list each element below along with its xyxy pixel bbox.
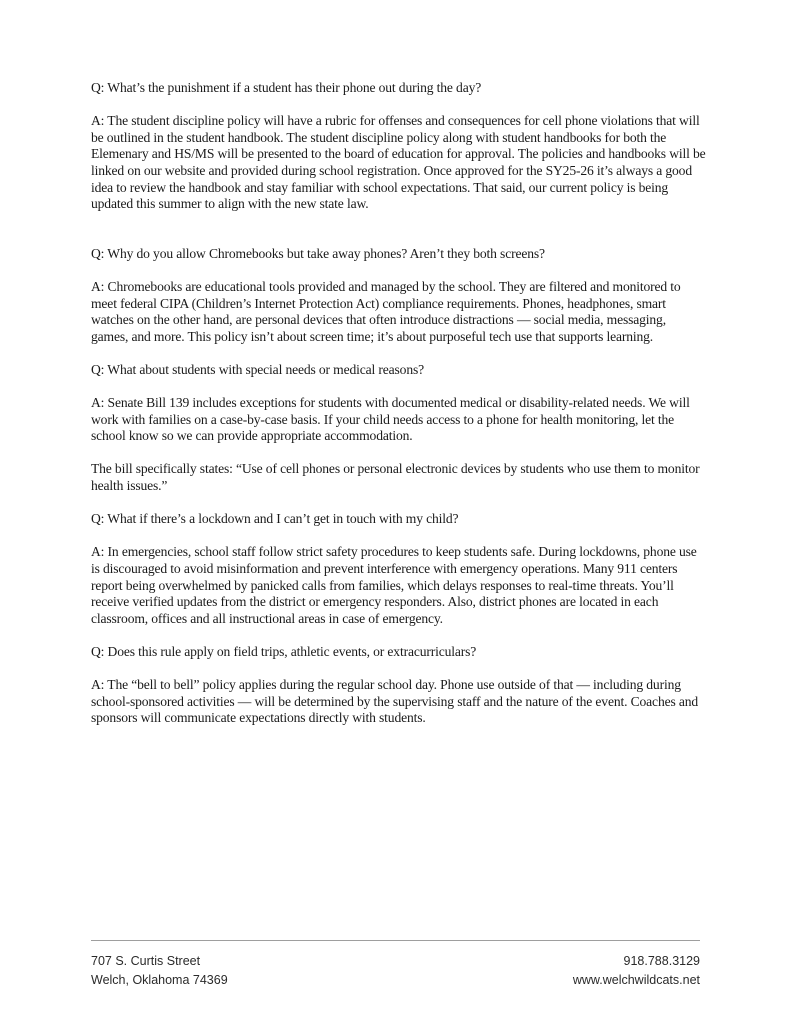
footer-address-line1: 707 S. Curtis Street bbox=[91, 954, 201, 968]
faq-answer-3: A: Senate Bill 139 includes exceptions for students with documented medical or disability-related needs. We will work with families on a case-by-case basis. If your child needs access to a phone for health monitoring, let the school know so we can provide appropriate accommodation. bbox=[91, 395, 690, 444]
faq-question-4: Q: What if there’s a lockdown and I can’t get in touch with my child? bbox=[91, 511, 459, 527]
faq-answer-1: A: The student discipline policy will have a rubric for offenses and consequences for cell phone violations that will be outlined in the student handbook. The student discipline policy along with student handbooks for both the Elemenary and HS/MS will be presented to the board of education for approval. The policies and handbooks will be linked on our website and provided during school registration. Once approved for the SY25-26 it’s always a good idea to review the handbook and stay familiar with school expectations. That said, our current policy is being updated this summer to align with the new state law. bbox=[91, 113, 706, 212]
faq-answer-2: A: Chromebooks are educational tools provided and managed by the school. They are filtered and monitored to meet federal CIPA (Children’s Internet Protection Act) compliance requirements. Phones, headphones, smart watches on the other hand, are personal devices that often introduce distractions — social media, messaging, games, and more. This policy isn’t about screen time; it’s about purposeful tech use that supports learning. bbox=[91, 278, 681, 344]
footer-divider bbox=[91, 940, 700, 941]
footer-phone: 918.788.3129 bbox=[623, 954, 700, 968]
faq-question-1: Q: What’s the punishment if a student has their phone out during the day? bbox=[91, 80, 482, 95]
faq-note-3: The bill specifically states: “Use of cell phones or personal electronic devices by students who use them to monitor health issues.” bbox=[91, 461, 700, 494]
footer bbox=[91, 952, 700, 990]
faq-answer-4: A: In emergencies, school staff follow strict safety procedures to keep students safe. During lockdowns, phone use is discouraged to avoid misinformation and prevent interference with emergency operations. Many 911 centers report being overwhelmed by panicked calls from families, which delays responses to real-time threats. You’ll receive verified updates from the district or emergency responders. Also, district phones are located in each classroom, offices and all instructional areas in case of emergency. bbox=[91, 544, 697, 626]
faq-question-3: Q: What about students with special needs or medical reasons? bbox=[91, 361, 424, 377]
faq-question-2: Q: Why do you allow Chromebooks but take away phones? Aren’t they both screens? bbox=[91, 245, 545, 261]
footer-website[interactable]: www.welchwildcats.net bbox=[572, 973, 700, 987]
footer-address-line2: Welch, Oklahoma 74369 bbox=[91, 973, 228, 987]
faq-document bbox=[91, 80, 706, 744]
faq-question-5: Q: Does this rule apply on field trips, athletic events, or extracurriculars? bbox=[91, 644, 477, 659]
footer-address bbox=[91, 952, 228, 990]
faq-answer-5: A: The “bell to bell” policy applies during the regular school day. Phone use outside of that — including during school-sponsored activities — will be determined by the supervising staff and the nature of the event. Coaches and sponsors will communicate expectations directly with students. bbox=[91, 677, 699, 726]
footer-contact bbox=[573, 952, 700, 990]
